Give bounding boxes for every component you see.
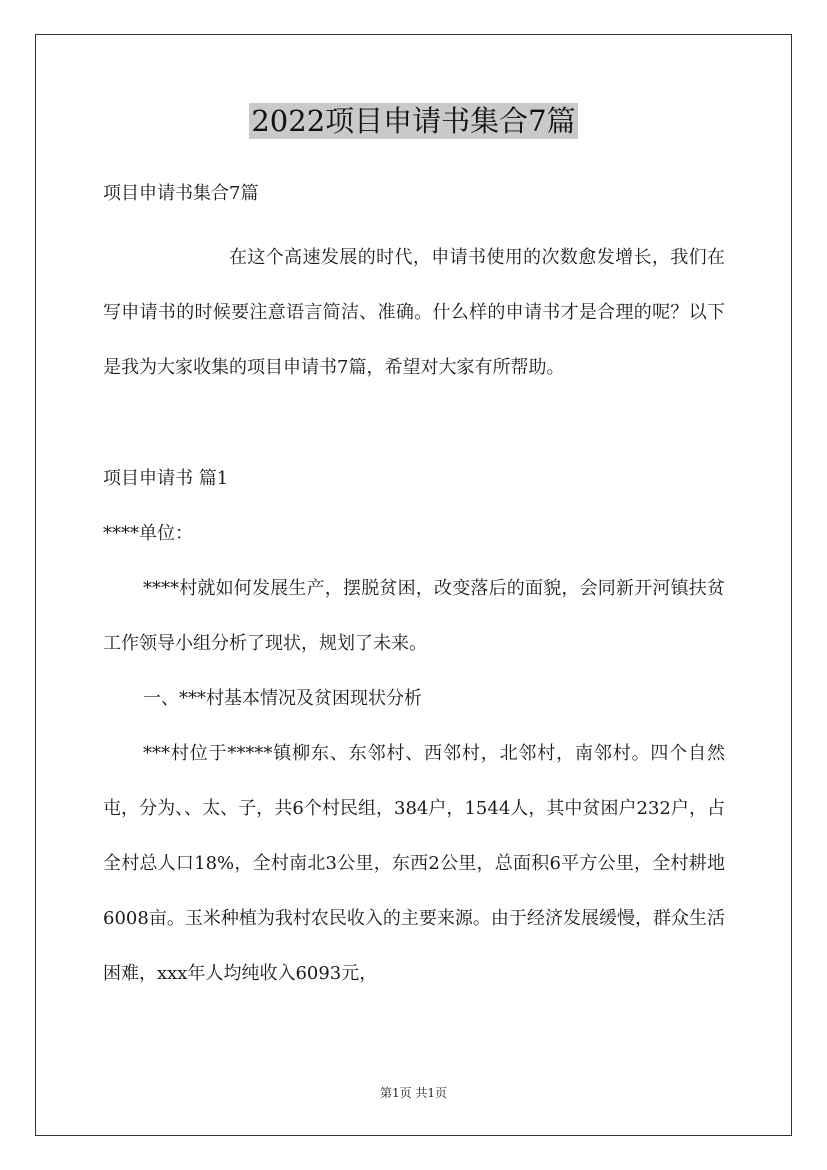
page-footer: 第1页 共1页 <box>379 1086 448 1100</box>
document-title: 2022项目申请书集合7篇 <box>251 104 576 138</box>
section-heading: 一、***村基本情况及贫困现状分析 <box>143 688 422 709</box>
paragraph-2: ***村位于*****镇柳东、东邻村、西邻村，北邻村，南邻村。四个自然屯，分为、、太、子，共6个村民组，384户，1544人，其中贫困户232户，占全村总人口18%，全村南北3公里，东西2公里，总面积6平方公里，全村耕地6008亩。玉米种植为我村农民收入的主要来源。由于经济发展缓慢，群众生活困难，xxx年人均纯收入6093元， <box>103 743 725 984</box>
spacer <box>103 395 725 451</box>
paragraph-1: ****村就如何发展生产，摆脱贫困，改变落后的面貌，会同新开河镇扶贫工作领导小组分析了现状，规划了未来。 <box>103 578 725 654</box>
article-heading: 项目申请书 篇1 <box>103 468 229 489</box>
document-body <box>103 176 725 1001</box>
intro-paragraph: 在这个高速发展的时代，申请书使用的次数愈发增长，我们在写申请书的时候要注意语言简洁、准确。什么样的申请书才是合理的呢？以下是我为大家收集的项目申请书7篇，希望对大家有所帮助。 <box>103 247 725 378</box>
document-subtitle: 项目申请书集合7篇 <box>103 183 259 204</box>
recipient-line: ****单位： <box>103 523 193 544</box>
title-container <box>0 103 827 139</box>
